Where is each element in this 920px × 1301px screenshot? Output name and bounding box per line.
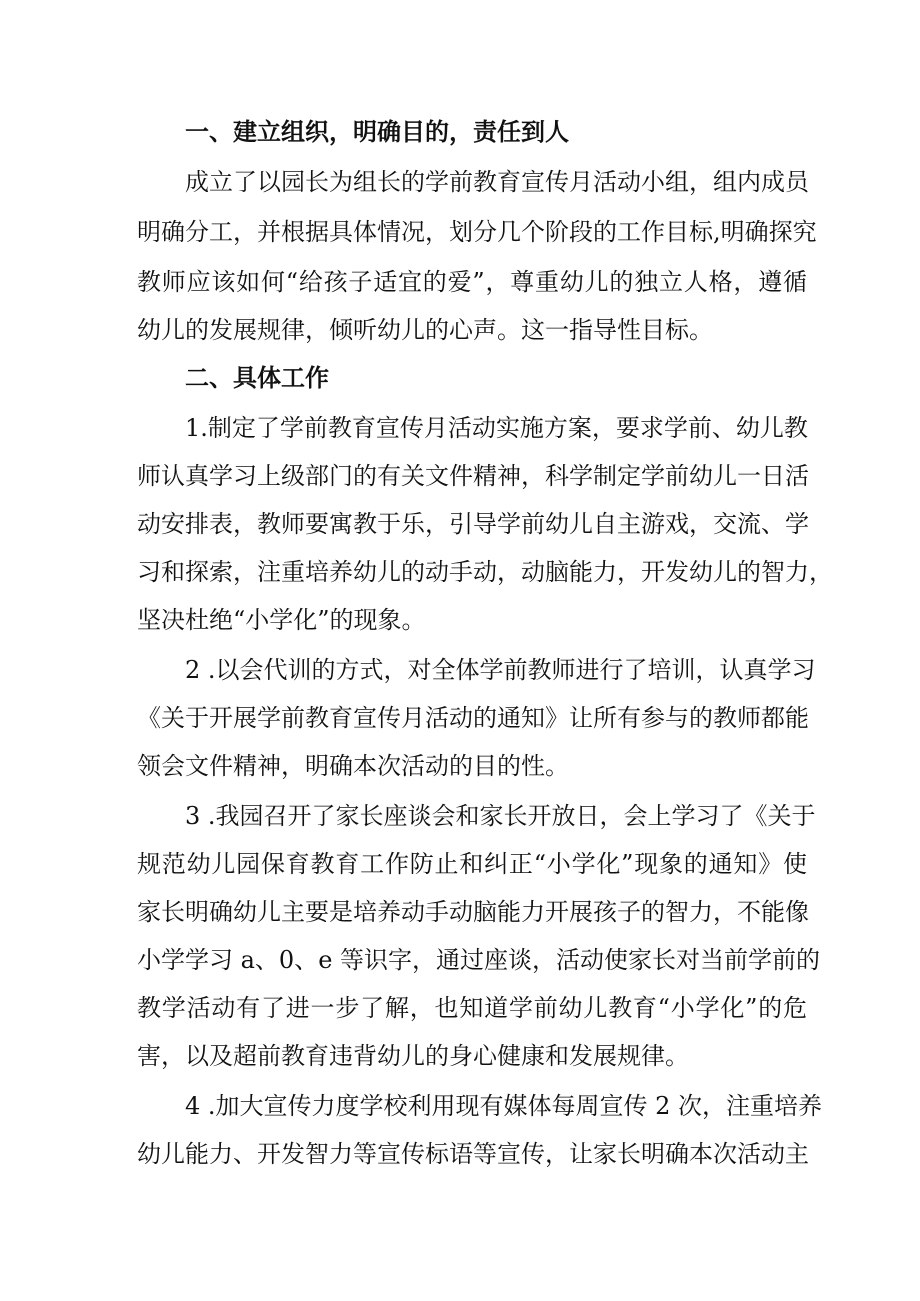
paragraph-line: 家长明确幼儿主要是培养动手动脑能力开展孩子的智力，不能像 [137, 898, 809, 926]
paragraph-line: 成立了以园长为组长的学前教育宣传月活动小组，组内成员 [185, 168, 809, 196]
paragraph-line: 领会文件精神，明确本次活动的目的性。 [137, 752, 569, 780]
paragraph-line: 害，以及超前教育违背幼儿的身心健康和发展规律。 [137, 1042, 689, 1070]
paragraph-line: 幼儿能力、开发智力等宣传标语等宣传，让家长明确本次活动主 [137, 1140, 809, 1168]
section-heading-2: 二、具体工作 [185, 364, 329, 392]
paragraph-line: 规范幼儿园保育教育工作防止和纠正“小学化”现象的通知》使 [137, 850, 807, 878]
paragraph-line: 幼儿的发展规律，倾听幼儿的心声。这一指导性目标。 [137, 316, 713, 344]
paragraph-line: 师认真学习上级部门的有关文件精神，科学制定学前幼儿一日活 [137, 462, 809, 490]
paragraph-line: 教师应该如何“给孩子适宜的爱”，尊重幼儿的独立人格，遵循 [137, 268, 807, 296]
paragraph-line: 习和探索，注重培养幼儿的动手动，动脑能力，开发幼儿的智力， [137, 558, 833, 586]
paragraph-line: 3 .我园召开了家长座谈会和家长开放日，会上学习了《关于 [185, 802, 816, 830]
paragraph-line: 2 .以会代训的方式，对全体学前教师进行了培训，认真学习 [185, 656, 816, 684]
paragraph-line: 坚决杜绝“小学化”的现象。 [137, 606, 426, 634]
paragraph-line: 小学学习 a、0、e 等识字，通过座谈，活动使家长对当前学前的 [137, 946, 821, 974]
paragraph-line: 明确分工，并根据具体情况，划分几个阶段的工作目标,明确探究 [137, 218, 817, 246]
paragraph-line: 1.制定了学前教育宣传月活动实施方案，要求学前、幼儿教 [185, 414, 808, 442]
paragraph-line: 教学活动有了进一步了解，也知道学前幼儿教育“小学化”的危 [137, 994, 807, 1022]
paragraph-line: 《关于开展学前教育宣传月活动的通知》让所有参与的教师都能 [137, 704, 809, 732]
paragraph-line: 4 .加大宣传力度学校利用现有媒体每周宣传 2 次，注重培养 [185, 1092, 823, 1120]
paragraph-line: 动安排表，教师要寓教于乐，引导学前幼儿自主游戏，交流、学 [137, 510, 809, 538]
section-heading-1: 一、建立组织，明确目的，责任到人 [185, 118, 569, 146]
